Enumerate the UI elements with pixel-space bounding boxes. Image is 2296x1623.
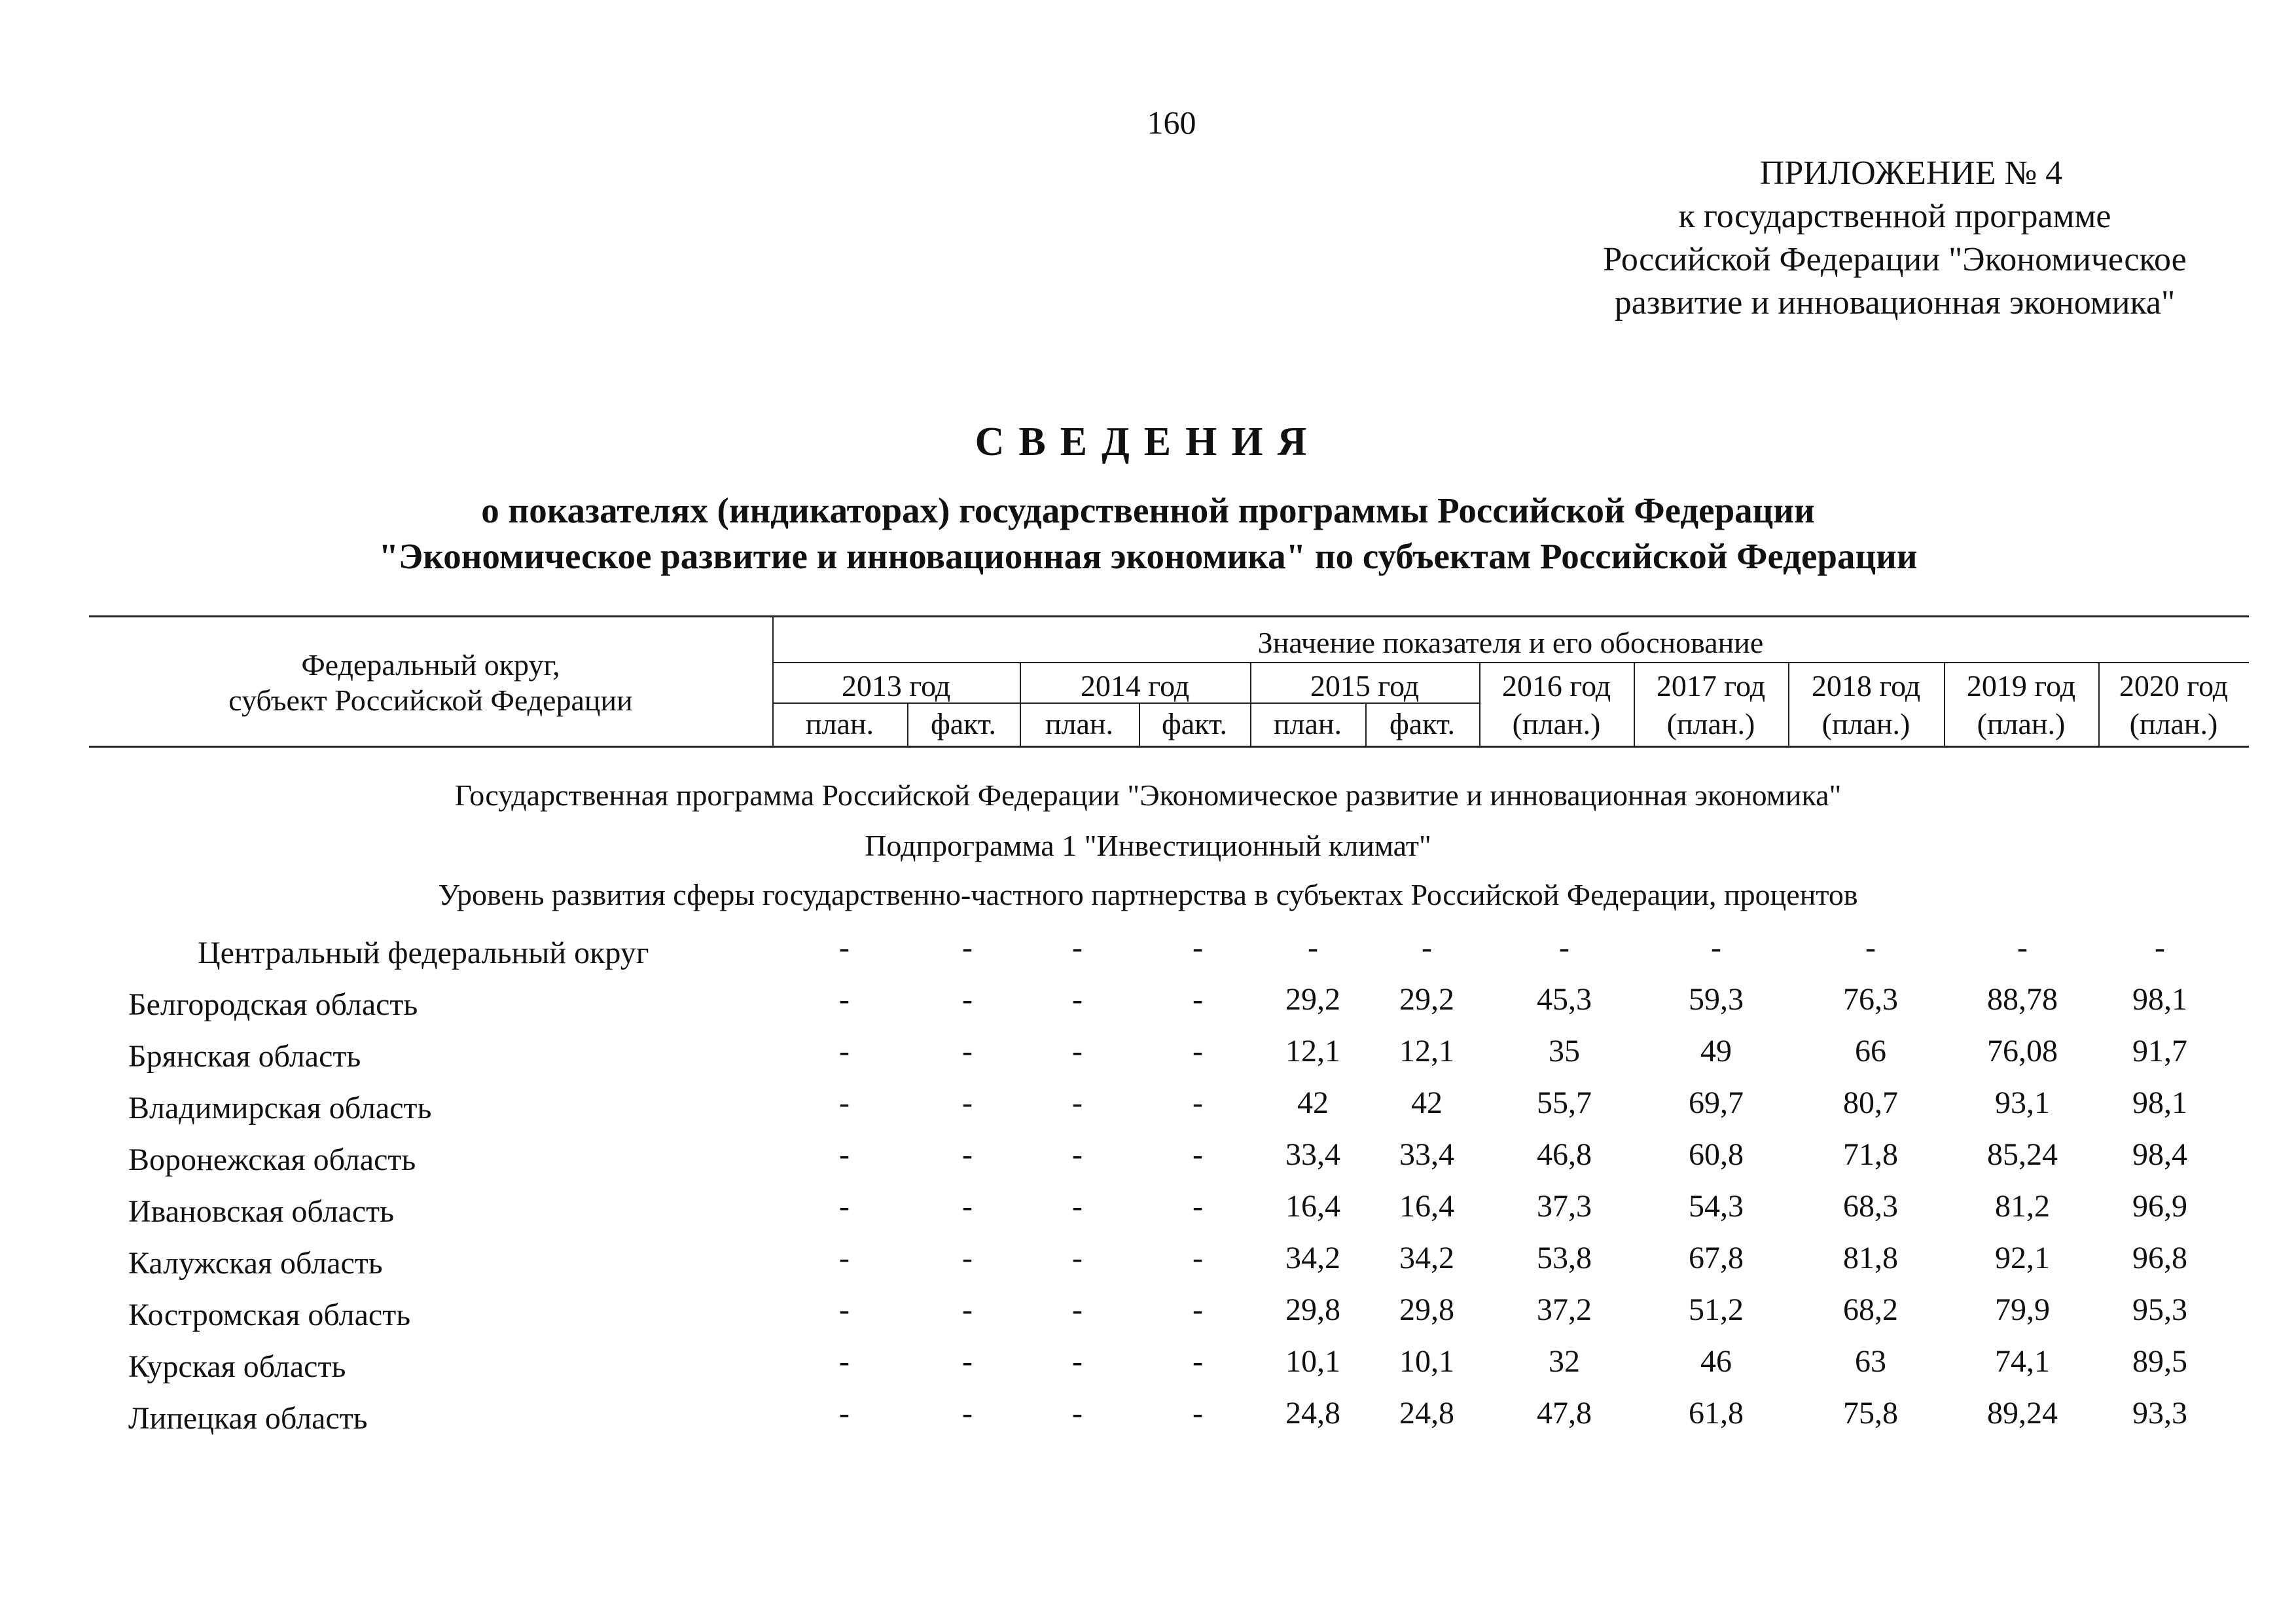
plan-subheader: план.: [1045, 707, 1114, 740]
table-row: [0, 930, 2296, 976]
plan-subheader: (план.): [1821, 707, 1910, 740]
value-cell: -: [1072, 1137, 1083, 1172]
plan-subheader: (план.): [2129, 707, 2218, 740]
value-cell: 74,1: [1995, 1344, 2050, 1379]
value-cell: -: [1193, 1137, 1203, 1172]
value-cell: 92,1: [1995, 1241, 2050, 1275]
appendix-line: Российской Федерации "Экономическое: [1603, 241, 2187, 278]
document-title: СВЕДЕНИЯ: [975, 420, 1321, 464]
value-cell: -: [962, 1085, 973, 1120]
value-cell: 35: [1549, 1034, 1580, 1068]
value-cell: -: [1422, 930, 1432, 965]
value-cell: -: [839, 1396, 850, 1431]
region-name: Владимирская область: [128, 1091, 432, 1125]
value-cell: -: [1193, 1292, 1203, 1327]
value-cell: 89,5: [2132, 1344, 2187, 1379]
value-cell: -: [1193, 1085, 1203, 1120]
region-name: Липецкая область: [128, 1401, 368, 1436]
value-cell: 88,78: [1987, 982, 2058, 1017]
value-cell: 32: [1549, 1344, 1580, 1379]
table-header: [89, 615, 2249, 748]
appendix-title: ПРИЛОЖЕНИЕ № 4: [1759, 155, 2063, 192]
value-cell: 67,8: [1689, 1241, 1744, 1275]
year-header-2014: 2014 год: [1080, 669, 1190, 702]
subtitle-line: о показателях (индикаторах) государственной программы Российской Федерации: [481, 490, 1815, 530]
value-cell: 95,3: [2132, 1292, 2187, 1327]
value-cell: 80,7: [1843, 1085, 1898, 1120]
fact-subheader: факт.: [1161, 707, 1228, 740]
value-cell: 33,4: [1285, 1137, 1340, 1172]
year-header-2019: 2019 год: [1966, 669, 2076, 702]
value-cell: -: [839, 1344, 850, 1379]
fact-subheader: факт.: [930, 707, 997, 740]
value-cell: 54,3: [1689, 1189, 1744, 1224]
value-cell: 93,3: [2132, 1396, 2187, 1431]
value-cell: -: [839, 982, 850, 1017]
value-cell: 16,4: [1399, 1189, 1454, 1224]
value-cell: 76,08: [1987, 1034, 2058, 1068]
value-cell: -: [1072, 1189, 1083, 1224]
value-cell: 42: [1297, 1085, 1329, 1120]
region-name: Курская область: [128, 1349, 346, 1384]
value-cell: 98,4: [2132, 1137, 2187, 1172]
subprogram-heading: Подпрограмма 1 "Инвестиционный климат": [865, 829, 1431, 862]
value-cell: 61,8: [1689, 1396, 1744, 1431]
fact-subheader: факт.: [1389, 707, 1456, 740]
table-row: [0, 981, 2296, 1027]
program-heading: Государственная программа Российской Федерации "Экономическое развитие и инновационная экономика": [454, 778, 1842, 812]
region-name: Брянская область: [128, 1039, 361, 1074]
region-name: Воронежская область: [128, 1142, 416, 1177]
value-cell: -: [1193, 930, 1203, 965]
value-cell: 33,4: [1399, 1137, 1454, 1172]
indicator-heading: Уровень развития сферы государственно-частного партнерства в субъектах Российской Федерации, процентов: [438, 878, 1858, 911]
value-cell: -: [1072, 1292, 1083, 1327]
value-cell: -: [1072, 1034, 1083, 1068]
value-cell: 89,24: [1987, 1396, 2058, 1431]
value-cell: -: [962, 1189, 973, 1224]
plan-subheader: план.: [1273, 707, 1342, 740]
plan-subheader: (план.): [1977, 707, 2066, 740]
value-cell: 66: [1855, 1034, 1886, 1068]
value-cell: -: [1072, 982, 1083, 1017]
value-cell: -: [962, 1292, 973, 1327]
page-number: 160: [1147, 104, 1196, 141]
value-cell: 75,8: [1843, 1396, 1898, 1431]
value-cell: 34,2: [1399, 1241, 1454, 1275]
value-cell: 16,4: [1285, 1189, 1340, 1224]
appendix-block: [1525, 152, 2265, 325]
value-cell: 93,1: [1995, 1085, 2050, 1120]
value-cell: 96,9: [2132, 1189, 2187, 1224]
table-row: [0, 1292, 2296, 1338]
value-cell: 42: [1411, 1085, 1443, 1120]
value-cell: -: [962, 1344, 973, 1379]
value-cell: -: [839, 930, 850, 965]
value-cell: -: [839, 1292, 850, 1327]
value-cell: 47,8: [1537, 1396, 1592, 1431]
subtitle-line: "Экономическое развитие и инновационная экономика" по субъектам Российской Федерации: [378, 536, 1918, 576]
value-cell: 69,7: [1689, 1085, 1744, 1120]
value-cell: 37,3: [1537, 1189, 1592, 1224]
value-cell: -: [962, 1034, 973, 1068]
value-cell: 60,8: [1689, 1137, 1744, 1172]
value-cell: -: [1193, 1189, 1203, 1224]
value-cell: -: [839, 1085, 850, 1120]
value-cell: -: [1072, 1085, 1083, 1120]
value-cell: -: [1072, 930, 1083, 965]
value-cell: -: [839, 1034, 850, 1068]
value-cell: -: [2017, 930, 2028, 965]
value-cell: -: [1193, 1344, 1203, 1379]
table-row: [0, 1395, 2296, 1441]
value-cell: 34,2: [1285, 1241, 1340, 1275]
value-cell: -: [962, 982, 973, 1017]
value-cell: 98,1: [2132, 1085, 2187, 1120]
value-cell: 45,3: [1537, 982, 1592, 1017]
document-subtitle: [0, 488, 2296, 579]
value-cell: -: [2155, 930, 2165, 965]
value-cell: -: [1865, 930, 1876, 965]
value-cell: 81,2: [1995, 1189, 2050, 1224]
value-cell: 53,8: [1537, 1241, 1592, 1275]
value-cell: 10,1: [1285, 1344, 1340, 1379]
value-cell: 91,7: [2132, 1034, 2187, 1068]
value-cell: -: [1193, 982, 1203, 1017]
year-header-2017: 2017 год: [1656, 669, 1766, 702]
region-name: Белгородская область: [128, 987, 418, 1022]
year-header-2016: 2016 год: [1501, 669, 1611, 702]
year-header-2020: 2020 год: [2119, 669, 2229, 702]
value-cell: 63: [1855, 1344, 1886, 1379]
value-cell: 46,8: [1537, 1137, 1592, 1172]
year-header-2018: 2018 год: [1811, 669, 1921, 702]
value-cell: -: [962, 1241, 973, 1275]
year-header-2013: 2013 год: [841, 669, 951, 702]
value-cell: 29,2: [1399, 982, 1454, 1017]
value-cell: 12,1: [1399, 1034, 1454, 1068]
value-cell: -: [962, 1137, 973, 1172]
value-cell: 51,2: [1689, 1292, 1744, 1327]
table-row: [0, 1240, 2296, 1286]
region-name: Ивановская область: [128, 1194, 395, 1229]
value-cell: 68,2: [1843, 1292, 1898, 1327]
value-cell: 24,8: [1285, 1396, 1340, 1431]
value-cell: -: [1072, 1241, 1083, 1275]
value-cell: -: [1072, 1344, 1083, 1379]
value-cell: 79,9: [1995, 1292, 2050, 1327]
value-cell: -: [962, 1396, 973, 1431]
value-cell: 55,7: [1537, 1085, 1592, 1120]
value-cell: -: [962, 930, 973, 965]
value-cell: -: [1559, 930, 1570, 965]
value-cell: -: [839, 1189, 850, 1224]
appendix-line: к государственной программе: [1678, 198, 2111, 235]
value-cell: -: [1193, 1396, 1203, 1431]
value-cell: -: [1072, 1396, 1083, 1431]
value-cell: -: [1193, 1034, 1203, 1068]
value-cell: 96,8: [2132, 1241, 2187, 1275]
value-cell: 29,2: [1285, 982, 1340, 1017]
value-cell: 59,3: [1689, 982, 1744, 1017]
plan-subheader: (план.): [1666, 707, 1755, 740]
value-cell: 37,2: [1537, 1292, 1592, 1327]
table-row: [0, 1188, 2296, 1234]
value-cell: 71,8: [1843, 1137, 1898, 1172]
value-cell: -: [1711, 930, 1721, 965]
value-cell: 24,8: [1399, 1396, 1454, 1431]
table-row: [0, 1085, 2296, 1131]
region-name: Калужская область: [128, 1246, 383, 1281]
value-cell: 46: [1700, 1344, 1732, 1379]
region-column-header: Федеральный округ, субъект Российской Федерации: [228, 648, 633, 717]
appendix-line: развитие и инновационная экономика": [1614, 284, 2176, 321]
value-cell: -: [1308, 930, 1318, 965]
value-cell: 81,8: [1843, 1241, 1898, 1275]
value-cell: 10,1: [1399, 1344, 1454, 1379]
value-cell: 49: [1700, 1034, 1732, 1068]
value-cell: -: [839, 1241, 850, 1275]
value-cell: 85,24: [1987, 1137, 2058, 1172]
value-cell: 12,1: [1285, 1034, 1340, 1068]
year-header-2015: 2015 год: [1310, 669, 1420, 702]
table-row: [0, 1033, 2296, 1079]
value-group-header: Значение показателя и его обоснование: [1257, 626, 1764, 659]
plan-subheader: план.: [805, 707, 874, 740]
table-row: [0, 1343, 2296, 1389]
value-cell: -: [1193, 1241, 1203, 1275]
value-cell: 68,3: [1843, 1189, 1898, 1224]
region-name: Костромская область: [128, 1298, 411, 1332]
plan-subheader: (план.): [1512, 707, 1601, 740]
region-name: Центральный федеральный округ: [198, 936, 649, 970]
table-row: [0, 1137, 2296, 1182]
value-cell: 98,1: [2132, 982, 2187, 1017]
value-cell: 29,8: [1399, 1292, 1454, 1327]
value-cell: 29,8: [1285, 1292, 1340, 1327]
value-cell: -: [839, 1137, 850, 1172]
value-cell: 76,3: [1843, 982, 1898, 1017]
